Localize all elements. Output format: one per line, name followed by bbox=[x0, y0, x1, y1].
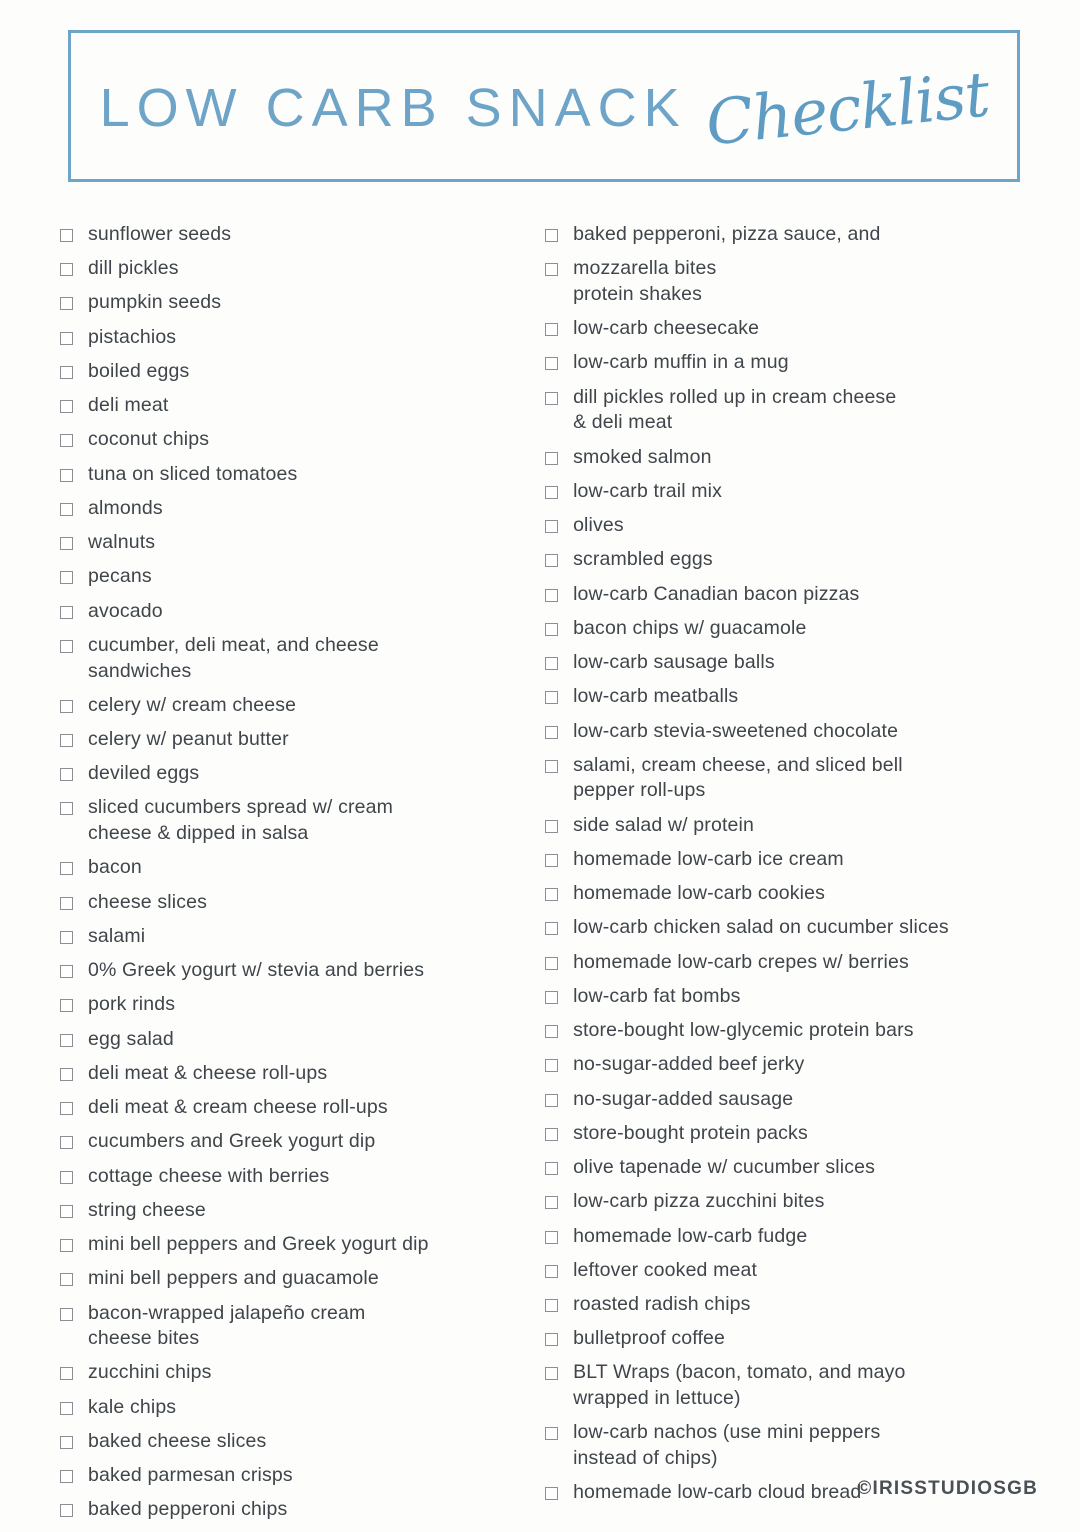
checklist-item[interactable] bbox=[60, 1301, 527, 1352]
checkbox-icon[interactable] bbox=[545, 1367, 558, 1380]
checklist-item[interactable] bbox=[545, 316, 1032, 342]
checklist-item-label: homemade low-carb cookies bbox=[573, 882, 826, 905]
checklist-item-label: baked pepperoni chips bbox=[88, 1498, 288, 1521]
checklist-item[interactable] bbox=[545, 1292, 1032, 1318]
checkbox-icon[interactable] bbox=[60, 700, 73, 713]
checklist-item[interactable] bbox=[60, 693, 527, 719]
checkbox-icon[interactable] bbox=[60, 606, 73, 619]
checklist-item-label: tuna on sliced tomatoes bbox=[88, 462, 298, 485]
checkbox-icon[interactable] bbox=[60, 263, 73, 276]
checklist-item-label: side salad w/ protein bbox=[573, 813, 754, 836]
checklist-item-label: baked cheese slices bbox=[88, 1429, 267, 1452]
checklist-item-label: low-carb meatballs bbox=[573, 685, 739, 708]
checklist-item[interactable] bbox=[60, 496, 527, 522]
checklist-item-label-continued: & deli meat bbox=[573, 411, 673, 434]
checklist-item[interactable] bbox=[545, 256, 1032, 307]
checklist-item[interactable] bbox=[60, 855, 527, 881]
checkbox-icon[interactable] bbox=[60, 1068, 73, 1081]
checkbox-icon[interactable] bbox=[545, 486, 558, 499]
checklist-item[interactable] bbox=[60, 462, 527, 488]
checklist-item[interactable] bbox=[60, 427, 527, 453]
checkbox-icon[interactable] bbox=[60, 1136, 73, 1149]
checklist-item-label: coconut chips bbox=[88, 428, 210, 451]
title-frame bbox=[68, 30, 1020, 182]
checklist-item-label: salami, cream cheese, and sliced bell pepper roll-ups bbox=[573, 753, 903, 804]
checkbox-icon[interactable] bbox=[545, 1487, 558, 1500]
checkbox-icon[interactable] bbox=[60, 802, 73, 815]
checklist-item-label: low-carb chicken salad on cucumber slices bbox=[573, 916, 949, 939]
checklist-item[interactable] bbox=[545, 1018, 1032, 1044]
checkbox-icon[interactable] bbox=[545, 691, 558, 704]
checklist-item-label: low-carb pizza zucchini bites bbox=[573, 1190, 825, 1213]
page-title-script: Checklist bbox=[702, 56, 992, 160]
checklist-item[interactable] bbox=[60, 795, 527, 846]
checklist-item[interactable] bbox=[545, 1360, 1032, 1411]
checkbox-icon[interactable] bbox=[60, 1402, 73, 1415]
checklist-item[interactable] bbox=[545, 222, 1032, 248]
checklist-item[interactable] bbox=[60, 1061, 527, 1087]
checklist-item-label: homemade low-carb crepes w/ berries bbox=[573, 950, 909, 973]
checkbox-icon[interactable] bbox=[545, 452, 558, 465]
checkbox-icon[interactable] bbox=[545, 229, 558, 242]
checklist-item-label: low-carb muffin in a mug bbox=[573, 351, 789, 374]
checklist-item[interactable] bbox=[545, 350, 1032, 376]
checklist-item-label: mini bell peppers and Greek yogurt dip bbox=[88, 1233, 429, 1256]
checklist-item[interactable] bbox=[545, 616, 1032, 642]
checkbox-icon[interactable] bbox=[545, 623, 558, 636]
checklist-item-label: cottage cheese with berries bbox=[88, 1164, 330, 1187]
checkbox-icon[interactable] bbox=[545, 726, 558, 739]
checklist-item-label: homemade low-carb cloud bread bbox=[573, 1481, 862, 1504]
checkbox-icon[interactable] bbox=[545, 1333, 558, 1346]
checkbox-icon[interactable] bbox=[545, 1427, 558, 1440]
checkbox-icon[interactable] bbox=[545, 554, 558, 567]
checklist-item[interactable] bbox=[60, 633, 527, 684]
checklist-item-label: celery w/ peanut butter bbox=[88, 728, 289, 751]
checklist-item-label: salami bbox=[88, 924, 146, 947]
checkbox-icon[interactable] bbox=[60, 734, 73, 747]
checkbox-icon[interactable] bbox=[60, 1436, 73, 1449]
checklist-item-label: zucchini chips bbox=[88, 1361, 212, 1384]
checkbox-icon[interactable] bbox=[60, 768, 73, 781]
checklist-item-label: almonds bbox=[88, 496, 163, 519]
checklist-item-label: celery w/ cream cheese bbox=[88, 693, 297, 716]
checklist-item[interactable] bbox=[60, 992, 527, 1018]
checkbox-icon[interactable] bbox=[60, 537, 73, 550]
checklist-item-label: dill pickles rolled up in cream cheese & deli meat bbox=[573, 385, 896, 436]
checklist-item[interactable] bbox=[60, 890, 527, 916]
checklist-item[interactable] bbox=[545, 1420, 1032, 1471]
checklist-item[interactable] bbox=[545, 813, 1032, 839]
checklist-item-label: bacon-wrapped jalapeño cream cheese bites bbox=[88, 1301, 365, 1352]
checklist-item[interactable] bbox=[545, 547, 1032, 573]
checklist-item-label: low-carb stevia-sweetened chocolate bbox=[573, 719, 899, 742]
checklist-item-label-continued: cheese bites bbox=[88, 1327, 200, 1350]
checkbox-icon[interactable] bbox=[60, 1205, 73, 1218]
checklist-column-right bbox=[545, 222, 1032, 1532]
checklist-item-label: egg salad bbox=[88, 1027, 174, 1050]
checklist-item-label: cheese slices bbox=[88, 890, 208, 913]
checklist-item[interactable] bbox=[545, 984, 1032, 1010]
checkbox-icon[interactable] bbox=[60, 1034, 73, 1047]
checklist-item-label: sliced cucumbers spread w/ cream cheese & dipped in salsa bbox=[88, 795, 393, 846]
checklist-item-label: scrambled eggs bbox=[573, 548, 713, 571]
checklist-item-label: smoked salmon bbox=[573, 445, 712, 468]
checkbox-icon[interactable] bbox=[60, 862, 73, 875]
checkbox-icon[interactable] bbox=[545, 1231, 558, 1244]
page-title-main: LOW CARB SNACK bbox=[99, 77, 687, 138]
checkbox-icon[interactable] bbox=[60, 1504, 73, 1517]
checklist-item-label: cucumber, deli meat, and cheese sandwiches bbox=[88, 633, 379, 684]
checklist-item[interactable] bbox=[545, 513, 1032, 539]
checkbox-icon[interactable] bbox=[60, 999, 73, 1012]
checklist-item[interactable] bbox=[60, 761, 527, 787]
checkbox-icon[interactable] bbox=[545, 957, 558, 970]
checklist-item[interactable] bbox=[545, 1326, 1032, 1352]
checkbox-icon[interactable] bbox=[545, 1025, 558, 1038]
checklist-item[interactable] bbox=[60, 1095, 527, 1121]
checklist-item[interactable] bbox=[60, 1497, 527, 1523]
checkbox-icon[interactable] bbox=[545, 888, 558, 901]
checklist-item-label: deli meat & cheese roll-ups bbox=[88, 1061, 328, 1084]
checklist-item-label: low-carb sausage balls bbox=[573, 651, 775, 674]
checkbox-icon[interactable] bbox=[545, 1059, 558, 1072]
checklist-item[interactable] bbox=[545, 445, 1032, 471]
checklist-item[interactable] bbox=[545, 950, 1032, 976]
checklist-item-label: olives bbox=[573, 514, 624, 537]
checkbox-icon[interactable] bbox=[60, 965, 73, 978]
checkbox-icon[interactable] bbox=[60, 332, 73, 345]
checklist-item-label: low-carb fat bombs bbox=[573, 984, 741, 1007]
checklist-item-label-continued: sandwiches bbox=[88, 659, 192, 682]
checklist-item-label: store-bought low-glycemic protein bars bbox=[573, 1019, 914, 1042]
checkbox-icon[interactable] bbox=[60, 1367, 73, 1380]
checklist-item-label: kale chips bbox=[88, 1395, 177, 1418]
checklist-item-label: BLT Wraps (bacon, tomato, and mayo wrapped in lettuce) bbox=[573, 1360, 905, 1411]
checklist-item[interactable] bbox=[545, 1121, 1032, 1147]
checkbox-icon[interactable] bbox=[60, 1273, 73, 1286]
checklist-item[interactable] bbox=[545, 479, 1032, 505]
checklist-item-label: mozzarella bites protein shakes bbox=[573, 256, 716, 307]
checkbox-icon[interactable] bbox=[545, 657, 558, 670]
checklist-item-label: deli meat bbox=[88, 394, 169, 417]
checklist-column-left bbox=[60, 222, 527, 1532]
checklist-item[interactable] bbox=[60, 1027, 527, 1053]
checklist-item[interactable] bbox=[60, 1429, 527, 1455]
checklist-item-label: pumpkin seeds bbox=[88, 291, 222, 314]
checklist-item[interactable] bbox=[545, 684, 1032, 710]
checklist-item-label: pork rinds bbox=[88, 993, 176, 1016]
checklist-item[interactable] bbox=[545, 1052, 1032, 1078]
checkbox-icon[interactable] bbox=[545, 263, 558, 276]
checklist-item[interactable] bbox=[60, 599, 527, 625]
checkbox-icon[interactable] bbox=[545, 1128, 558, 1141]
checklist-item-label: bacon bbox=[88, 856, 142, 879]
checkbox-icon[interactable] bbox=[60, 1239, 73, 1252]
checkbox-icon[interactable] bbox=[545, 392, 558, 405]
checklist-item-label-continued: wrapped in lettuce) bbox=[573, 1387, 741, 1410]
checklist-item-label: walnuts bbox=[88, 531, 156, 554]
checklist-item-label-continued: pepper roll-ups bbox=[573, 779, 706, 802]
checkbox-icon[interactable] bbox=[60, 400, 73, 413]
checklist-item[interactable] bbox=[60, 1266, 527, 1292]
checkbox-icon[interactable] bbox=[545, 854, 558, 867]
checkbox-icon[interactable] bbox=[60, 297, 73, 310]
checklist-item[interactable] bbox=[545, 915, 1032, 941]
checkbox-icon[interactable] bbox=[545, 1265, 558, 1278]
checklist-item[interactable] bbox=[545, 847, 1032, 873]
checklist-item[interactable] bbox=[60, 325, 527, 351]
checklist-item-label: 0% Greek yogurt w/ stevia and berries bbox=[88, 959, 425, 982]
checkbox-icon[interactable] bbox=[545, 357, 558, 370]
checkbox-icon[interactable] bbox=[60, 434, 73, 447]
checklist-item[interactable] bbox=[545, 753, 1032, 804]
checklist-columns bbox=[60, 222, 1032, 1532]
checkbox-icon[interactable] bbox=[545, 520, 558, 533]
checklist-item[interactable] bbox=[545, 1189, 1032, 1215]
checkbox-icon[interactable] bbox=[545, 922, 558, 935]
checklist-item-label: boiled eggs bbox=[88, 359, 190, 382]
checklist-item[interactable] bbox=[545, 650, 1032, 676]
checklist-item[interactable] bbox=[60, 564, 527, 590]
checklist-item[interactable] bbox=[60, 1198, 527, 1224]
checklist-item[interactable] bbox=[545, 385, 1032, 436]
checklist-item[interactable] bbox=[60, 222, 527, 248]
checklist-item-label: low-carb trail mix bbox=[573, 479, 723, 502]
checklist-item-label: homemade low-carb ice cream bbox=[573, 847, 844, 870]
checkbox-icon[interactable] bbox=[60, 1102, 73, 1115]
checklist-item[interactable] bbox=[545, 719, 1032, 745]
checklist-item[interactable] bbox=[60, 727, 527, 753]
checkbox-icon[interactable] bbox=[60, 366, 73, 379]
checkbox-icon[interactable] bbox=[545, 1196, 558, 1209]
checklist-item-label: bacon chips w/ guacamole bbox=[573, 616, 807, 639]
checklist-item-label: dill pickles bbox=[88, 257, 179, 280]
checkbox-icon[interactable] bbox=[545, 589, 558, 602]
checklist-item-label: deli meat & cream cheese roll-ups bbox=[88, 1096, 388, 1119]
checklist-item[interactable] bbox=[545, 1224, 1032, 1250]
checklist-item[interactable] bbox=[60, 1360, 527, 1386]
checklist-item-label: bulletproof coffee bbox=[573, 1327, 726, 1350]
checklist-item-label: baked parmesan crisps bbox=[88, 1464, 293, 1487]
checklist-item[interactable] bbox=[60, 1164, 527, 1190]
checklist-item-label: store-bought protein packs bbox=[573, 1121, 808, 1144]
checkbox-icon[interactable] bbox=[545, 991, 558, 1004]
checklist-item[interactable] bbox=[545, 1087, 1032, 1113]
checkbox-icon[interactable] bbox=[545, 760, 558, 773]
checkbox-icon[interactable] bbox=[60, 897, 73, 910]
checklist-item-label-continued: cheese & dipped in salsa bbox=[88, 822, 309, 845]
checkbox-icon[interactable] bbox=[60, 571, 73, 584]
checklist-item-label: roasted radish chips bbox=[573, 1293, 751, 1315]
checklist-item[interactable] bbox=[545, 1155, 1032, 1181]
checklist-item[interactable] bbox=[60, 1395, 527, 1421]
checklist-item[interactable] bbox=[60, 924, 527, 950]
checklist-item-label: deviled eggs bbox=[88, 762, 200, 785]
checklist-item-label: pistachios bbox=[88, 325, 177, 348]
checklist-item[interactable] bbox=[545, 582, 1032, 608]
checklist-item[interactable] bbox=[60, 1129, 527, 1155]
checklist-item[interactable] bbox=[545, 1258, 1032, 1284]
checklist-item-label: sunflower seeds bbox=[88, 223, 232, 245]
checklist-item[interactable] bbox=[60, 256, 527, 282]
checklist-item-label: pecans bbox=[88, 565, 152, 588]
checkbox-icon[interactable] bbox=[60, 931, 73, 944]
checklist-item[interactable] bbox=[60, 1232, 527, 1258]
checklist-item[interactable] bbox=[60, 393, 527, 419]
credit-footer: ©IRISSTUDIOSGB bbox=[857, 1478, 1038, 1499]
checkbox-icon[interactable] bbox=[60, 640, 73, 653]
checkbox-icon[interactable] bbox=[60, 503, 73, 516]
checkbox-icon[interactable] bbox=[545, 1162, 558, 1175]
checklist-item[interactable] bbox=[60, 1463, 527, 1489]
checklist-item-label: olive tapenade w/ cucumber slices bbox=[573, 1156, 875, 1179]
checklist-item-label: no-sugar-added sausage bbox=[573, 1087, 794, 1110]
checklist-item-label: cucumbers and Greek yogurt dip bbox=[88, 1130, 376, 1153]
checklist-item[interactable] bbox=[60, 958, 527, 984]
checkbox-icon[interactable] bbox=[60, 229, 73, 242]
page-title bbox=[99, 56, 992, 160]
checkbox-icon[interactable] bbox=[545, 820, 558, 833]
checklist-item-label: low-carb cheesecake bbox=[573, 317, 760, 340]
checklist-item-label: low-carb nachos (use mini peppers instead of chips) bbox=[573, 1420, 880, 1471]
checklist-item-label: no-sugar-added beef jerky bbox=[573, 1053, 805, 1076]
checkbox-icon[interactable] bbox=[60, 1308, 73, 1321]
checklist-item-label-continued: protein shakes bbox=[573, 282, 702, 305]
checkbox-icon[interactable] bbox=[545, 1094, 558, 1107]
checkbox-icon[interactable] bbox=[545, 323, 558, 336]
checklist-item[interactable] bbox=[60, 359, 527, 385]
checklist-item-label: baked pepperoni, pizza sauce, and bbox=[573, 223, 881, 245]
checklist-item-label: leftover cooked meat bbox=[573, 1258, 758, 1281]
checkbox-icon[interactable] bbox=[60, 1171, 73, 1184]
checkbox-icon[interactable] bbox=[60, 1470, 73, 1483]
checklist-item-label: homemade low-carb fudge bbox=[573, 1224, 808, 1247]
checkbox-icon[interactable] bbox=[60, 469, 73, 482]
checklist-item-label: string cheese bbox=[88, 1198, 206, 1221]
checklist-item[interactable] bbox=[60, 290, 527, 316]
checklist-item-label: mini bell peppers and guacamole bbox=[88, 1267, 379, 1290]
checklist-item-label-continued: instead of chips) bbox=[573, 1447, 718, 1470]
checklist-item-label: low-carb Canadian bacon pizzas bbox=[573, 582, 860, 605]
checklist-item-label: avocado bbox=[88, 599, 163, 622]
checklist-item[interactable] bbox=[545, 881, 1032, 907]
checklist-item[interactable] bbox=[60, 530, 527, 556]
checkbox-icon[interactable] bbox=[545, 1299, 558, 1312]
